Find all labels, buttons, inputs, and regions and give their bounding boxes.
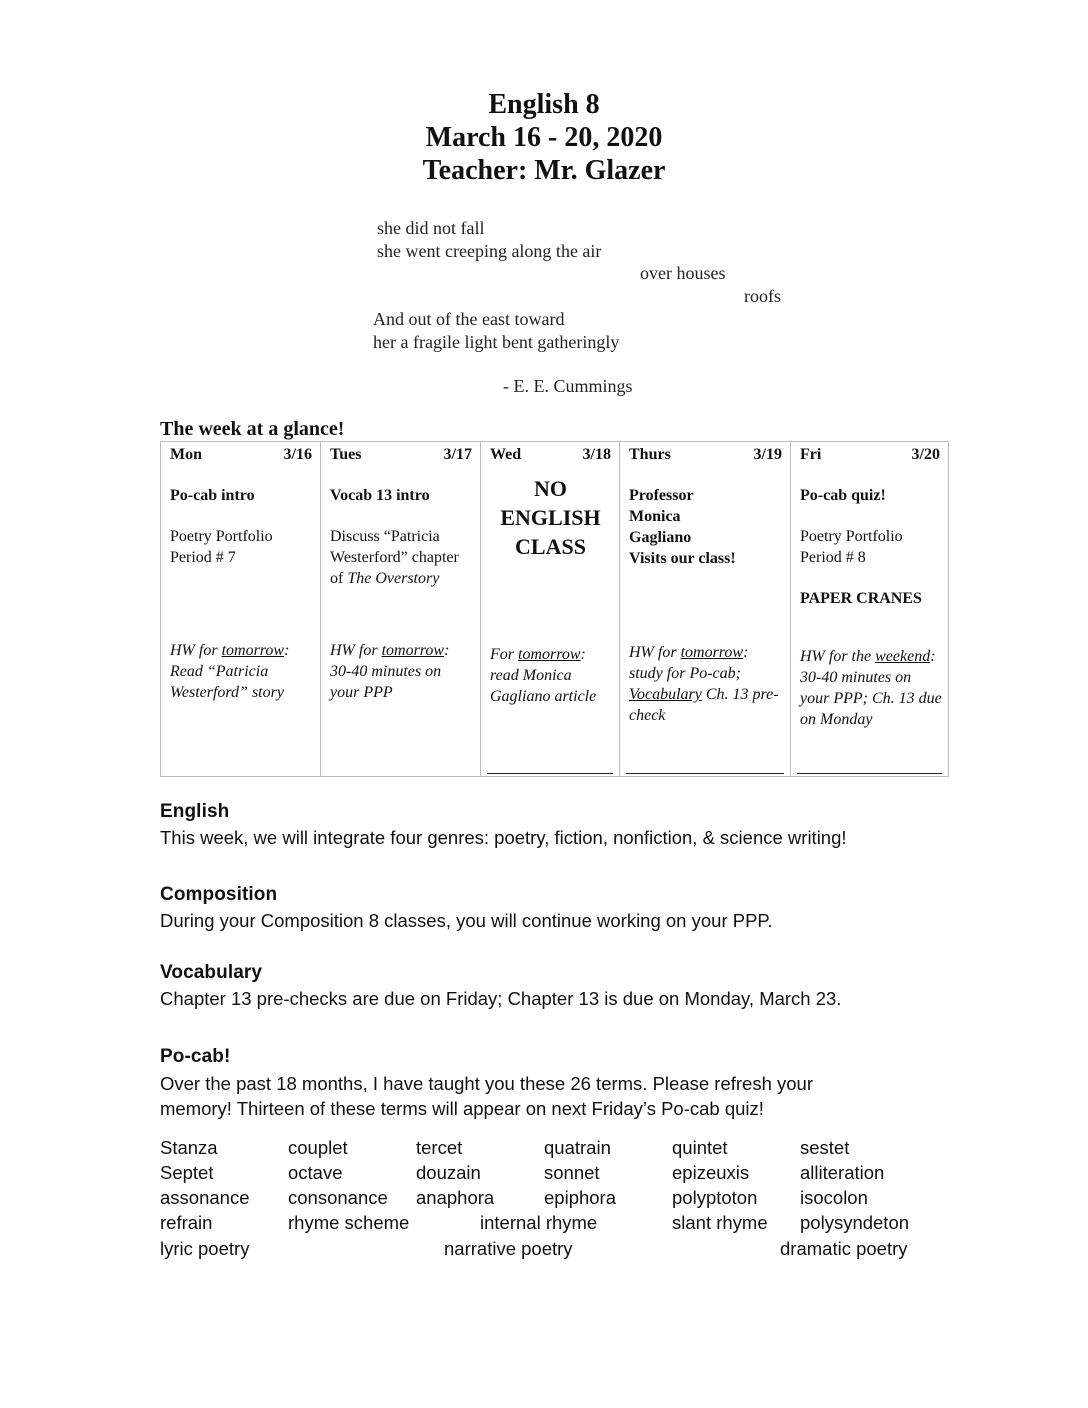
poem-line: over houses bbox=[640, 263, 726, 283]
term: quatrain bbox=[544, 1137, 611, 1158]
day-header bbox=[800, 444, 940, 465]
term: Stanza bbox=[160, 1137, 218, 1158]
day-date: 3/20 bbox=[911, 446, 940, 463]
week-schedule-table bbox=[160, 441, 949, 777]
term: epizeuxis bbox=[672, 1162, 750, 1183]
day-extra: PAPER CRANES bbox=[800, 590, 922, 607]
day-headline: Po-cab intro bbox=[170, 487, 255, 504]
page-title: English 8 bbox=[488, 89, 600, 120]
homework-note: HW for tomorrow: Read “Patricia Westerford” story bbox=[170, 642, 290, 701]
section-text-composition: During your Composition 8 classes, you will continue working on your PPP. bbox=[160, 910, 773, 931]
term: alliteration bbox=[800, 1162, 885, 1183]
homework-note: HW for tomorrow: 30-40 minutes on your PPP bbox=[330, 642, 450, 701]
day-body-line: Poetry Portfolio bbox=[170, 528, 273, 545]
term: consonance bbox=[288, 1187, 388, 1208]
week-heading: The week at a glance! bbox=[160, 418, 345, 440]
term: refrain bbox=[160, 1212, 213, 1233]
day-cell-thurs bbox=[620, 442, 791, 777]
homework-note: HW for tomorrow: study for Po-cab; Vocabulary Ch. 13 pre-check bbox=[629, 644, 779, 724]
day-body-line: Period # 7 bbox=[170, 549, 236, 566]
term: octave bbox=[288, 1162, 343, 1183]
day-headline: Professor Monica Gagliano Visits our class! bbox=[629, 487, 736, 567]
term: sestet bbox=[800, 1137, 850, 1158]
day-date: 3/16 bbox=[283, 446, 312, 463]
date-range: March 16 - 20, 2020 bbox=[425, 122, 663, 153]
term: epiphora bbox=[544, 1187, 617, 1208]
section-text-pocab: memory! Thirteen of these terms will appear on next Friday’s Po-cab quiz! bbox=[160, 1098, 764, 1119]
day-date: 3/18 bbox=[582, 446, 611, 463]
no-class-notice: NO ENGLISH CLASS bbox=[500, 476, 601, 559]
term: lyric poetry bbox=[160, 1238, 250, 1259]
term: rhyme scheme bbox=[288, 1212, 410, 1233]
teacher-name: Teacher: Mr. Glazer bbox=[422, 155, 666, 186]
day-name: Tues bbox=[330, 446, 362, 463]
term: dramatic poetry bbox=[780, 1238, 908, 1259]
day-name: Wed bbox=[490, 446, 522, 463]
day-body-line: Period # 8 bbox=[800, 549, 866, 566]
divider bbox=[626, 773, 784, 774]
day-body-line: Poetry Portfolio bbox=[800, 528, 903, 545]
term: couplet bbox=[288, 1137, 348, 1158]
day-body: Discuss “Patricia Westerford” chapter of The Overstory bbox=[330, 528, 459, 587]
section-text-pocab: Over the past 18 months, I have taught you these 26 terms. Please refresh your bbox=[160, 1073, 813, 1094]
term: polyptoton bbox=[672, 1187, 758, 1208]
term: assonance bbox=[160, 1187, 250, 1208]
poem-line: roofs bbox=[744, 286, 781, 306]
divider bbox=[797, 773, 942, 774]
day-name: Fri bbox=[800, 446, 822, 463]
term: isocolon bbox=[800, 1187, 868, 1208]
day-cell-wed bbox=[481, 442, 620, 777]
day-header bbox=[490, 444, 611, 465]
day-header bbox=[330, 444, 472, 465]
day-cell-tues bbox=[321, 442, 481, 777]
day-date: 3/19 bbox=[753, 446, 782, 463]
section-text-vocabulary: Chapter 13 pre-checks are due on Friday; Chapter 13 is due on Monday, March 23. bbox=[160, 988, 842, 1009]
term: slant rhyme bbox=[672, 1212, 768, 1233]
day-cell-mon bbox=[161, 442, 321, 777]
day-name: Thurs bbox=[629, 446, 671, 463]
day-header bbox=[629, 444, 782, 465]
day-headline: Vocab 13 intro bbox=[330, 487, 430, 504]
term: internal rhyme bbox=[480, 1212, 598, 1233]
term: narrative poetry bbox=[444, 1238, 573, 1259]
section-text-english: This week, we will integrate four genres: poetry, fiction, nonfiction, & science writing! bbox=[160, 827, 847, 848]
day-cell-fri bbox=[791, 442, 949, 777]
poem-line: And out of the east toward bbox=[373, 309, 565, 329]
section-heading-english: English bbox=[160, 801, 230, 822]
section-heading-vocabulary: Vocabulary bbox=[160, 962, 263, 983]
homework-note: For tomorrow: read Monica Gagliano article bbox=[490, 646, 597, 705]
poem-line: her a fragile light bent gatheringly bbox=[373, 332, 620, 352]
day-header bbox=[170, 444, 312, 465]
term: tercet bbox=[416, 1137, 463, 1158]
section-heading-composition: Composition bbox=[160, 884, 278, 905]
term: sonnet bbox=[544, 1162, 600, 1183]
day-headline: Po-cab quiz! bbox=[800, 487, 886, 504]
term: polysyndeton bbox=[800, 1212, 910, 1233]
term: Septet bbox=[160, 1162, 214, 1183]
page-title-block bbox=[0, 88, 1088, 187]
day-name: Mon bbox=[170, 446, 202, 463]
poem-attribution: - E. E. Cummings bbox=[503, 376, 633, 396]
day-date: 3/17 bbox=[443, 446, 472, 463]
poem-line: she went creeping along the air bbox=[377, 241, 602, 261]
term: anaphora bbox=[416, 1187, 495, 1208]
term: quintet bbox=[672, 1137, 728, 1158]
section-heading-pocab: Po-cab! bbox=[160, 1046, 231, 1067]
divider bbox=[487, 773, 613, 774]
term: douzain bbox=[416, 1162, 481, 1183]
poem-line: she did not fall bbox=[377, 218, 485, 238]
homework-note: HW for the weekend: 30-40 minutes on your PPP; Ch. 13 due on Monday bbox=[800, 648, 942, 728]
